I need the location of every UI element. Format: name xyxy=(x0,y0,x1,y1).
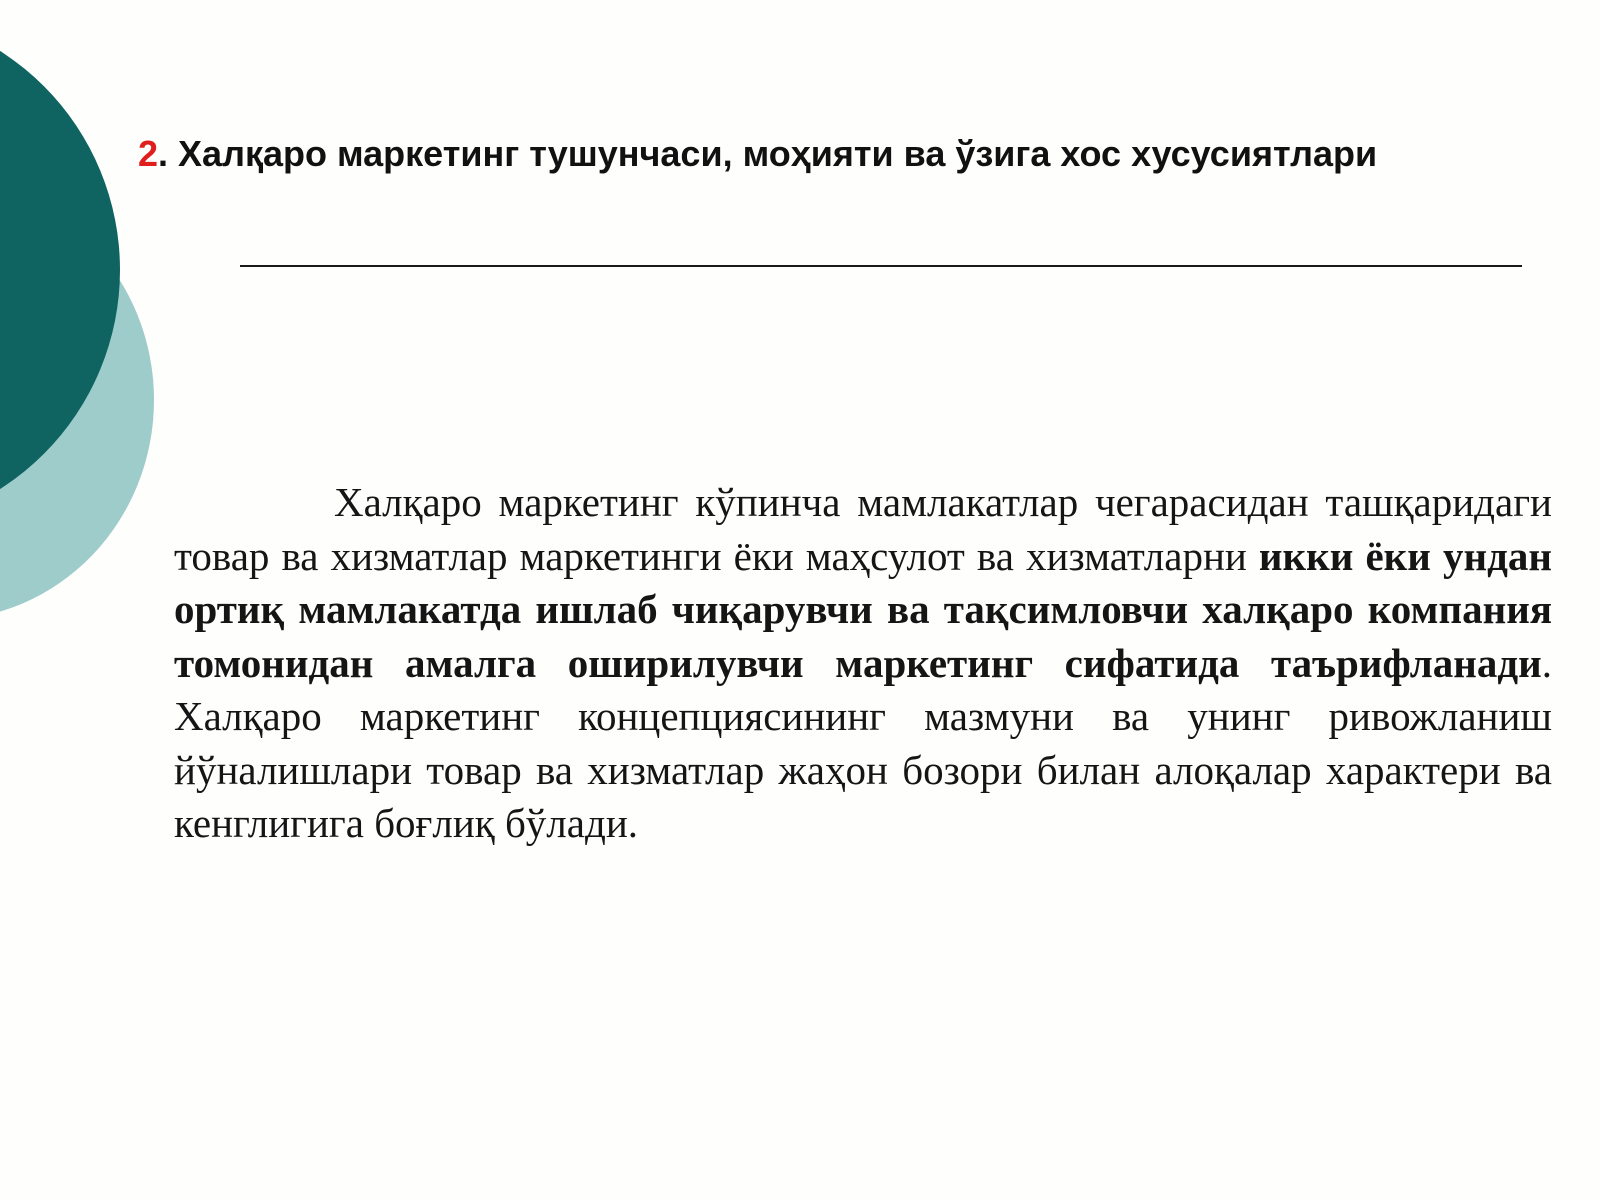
slide-title xyxy=(138,132,1578,176)
body-paragraph xyxy=(174,476,1552,851)
title-text: . Халқаро маркетинг тушунчаси, моҳияти ва ўзига хос хусусиятлари xyxy=(158,133,1378,174)
title-divider xyxy=(240,265,1522,267)
paragraph-bold-definition: икки ёки ундан ортиқ мамлакатда ишлаб чиқарувчи ва тақсимловчи халқаро компания томонидан амалга оширилувчи маркетинг сифатида таърифланади xyxy=(174,532,1552,686)
paragraph-part-1: Халқаро маркетинг кўпинча мамлакатлар чегарасидан ташқаридаги товар ва хизматлар маркетинги ёки маҳсулот ва хизматларни xyxy=(174,479,1552,579)
paragraph-part-2: . Халқаро маркетинг концепциясининг мазмуни ва унинг ривожланиш йўналишлари товар ва хизматлар жаҳон бозори билан алоқалар характери ва кенглигига боғлиқ бўлади. xyxy=(174,639,1552,846)
title-number: 2 xyxy=(138,133,159,174)
